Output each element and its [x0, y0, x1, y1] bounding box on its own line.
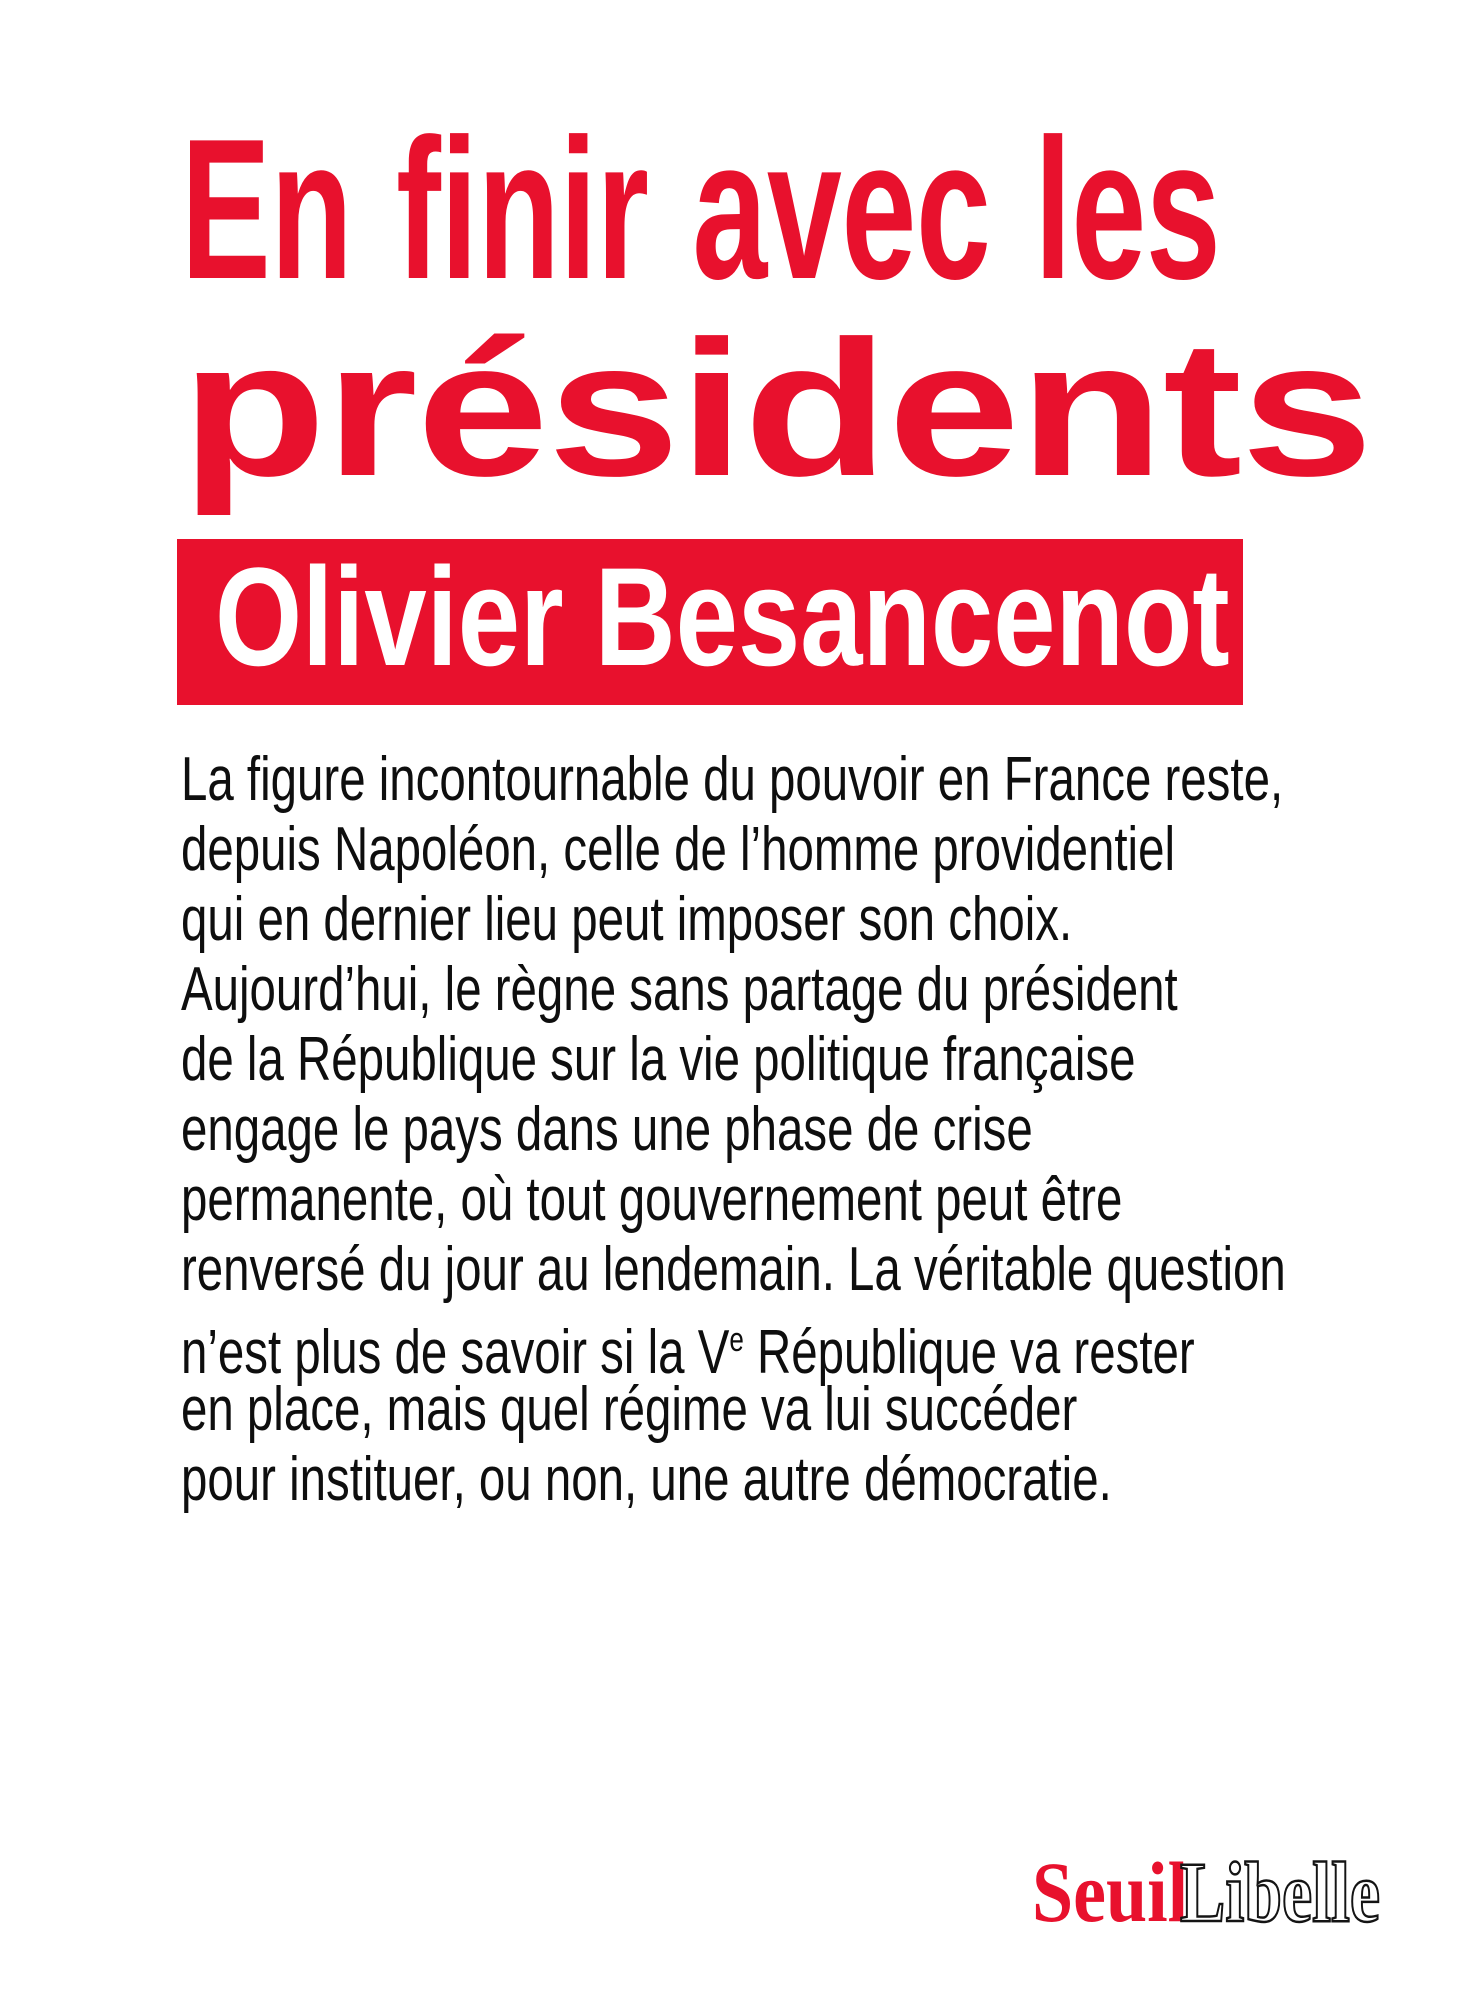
blurb-line-text: renversé du jour au lendemain. La véritable question	[181, 1235, 1286, 1304]
blurb-line	[181, 1445, 1286, 1515]
blurb-line	[181, 745, 1286, 815]
blurb-line	[181, 815, 1286, 885]
blurb-line	[181, 955, 1286, 1025]
republic-ordinal-superscript: e	[729, 1321, 744, 1359]
blurb-line-text: engage le pays dans une phase de crise	[181, 1095, 1033, 1164]
blurb-paragraph	[181, 745, 1286, 1515]
libelle-collection-logo: Libelle	[1180, 1844, 1381, 1940]
blurb-line-text: qui en dernier lieu peut imposer son choix.	[181, 885, 1073, 954]
blurb-line-text: Aujourd’hui, le règne sans partage du président	[181, 955, 1178, 1024]
blurb-line-text: La figure incontournable du pouvoir en France reste,	[181, 745, 1284, 814]
blurb-line-text: depuis Napoléon, celle de l’homme providentiel	[181, 815, 1175, 884]
seuil-publisher-logo: Seuil	[1032, 1844, 1189, 1940]
title-line-1-text: En finir avec les	[181, 98, 1221, 321]
blurb-line-text: n’est plus de savoir si la V	[181, 1318, 730, 1387]
blurb-line-text: pour instituer, ou non, une autre démocratie.	[181, 1445, 1112, 1514]
blurb-line-text: République va rester	[743, 1318, 1195, 1387]
title-line-2	[181, 300, 1373, 516]
author-banner	[177, 539, 1243, 705]
blurb-line-text: en place, mais quel régime va lui succéder	[181, 1375, 1078, 1444]
blurb-line-text: de la République sur la vie politique française	[181, 1025, 1136, 1094]
blurb-line	[181, 1025, 1286, 1095]
blurb-line	[181, 1165, 1286, 1235]
title-line-1	[181, 98, 1476, 321]
blurb-line	[181, 1235, 1286, 1305]
blurb-line	[181, 885, 1286, 955]
blurb-line-text: permanente, où tout gouvernement peut être	[181, 1165, 1123, 1234]
title-line-2-text: présidents	[181, 300, 1373, 516]
blurb-line-with-superscript	[181, 1305, 1286, 1387]
author-name: Olivier Besancenot	[215, 538, 1230, 695]
blurb-line	[181, 1095, 1286, 1165]
